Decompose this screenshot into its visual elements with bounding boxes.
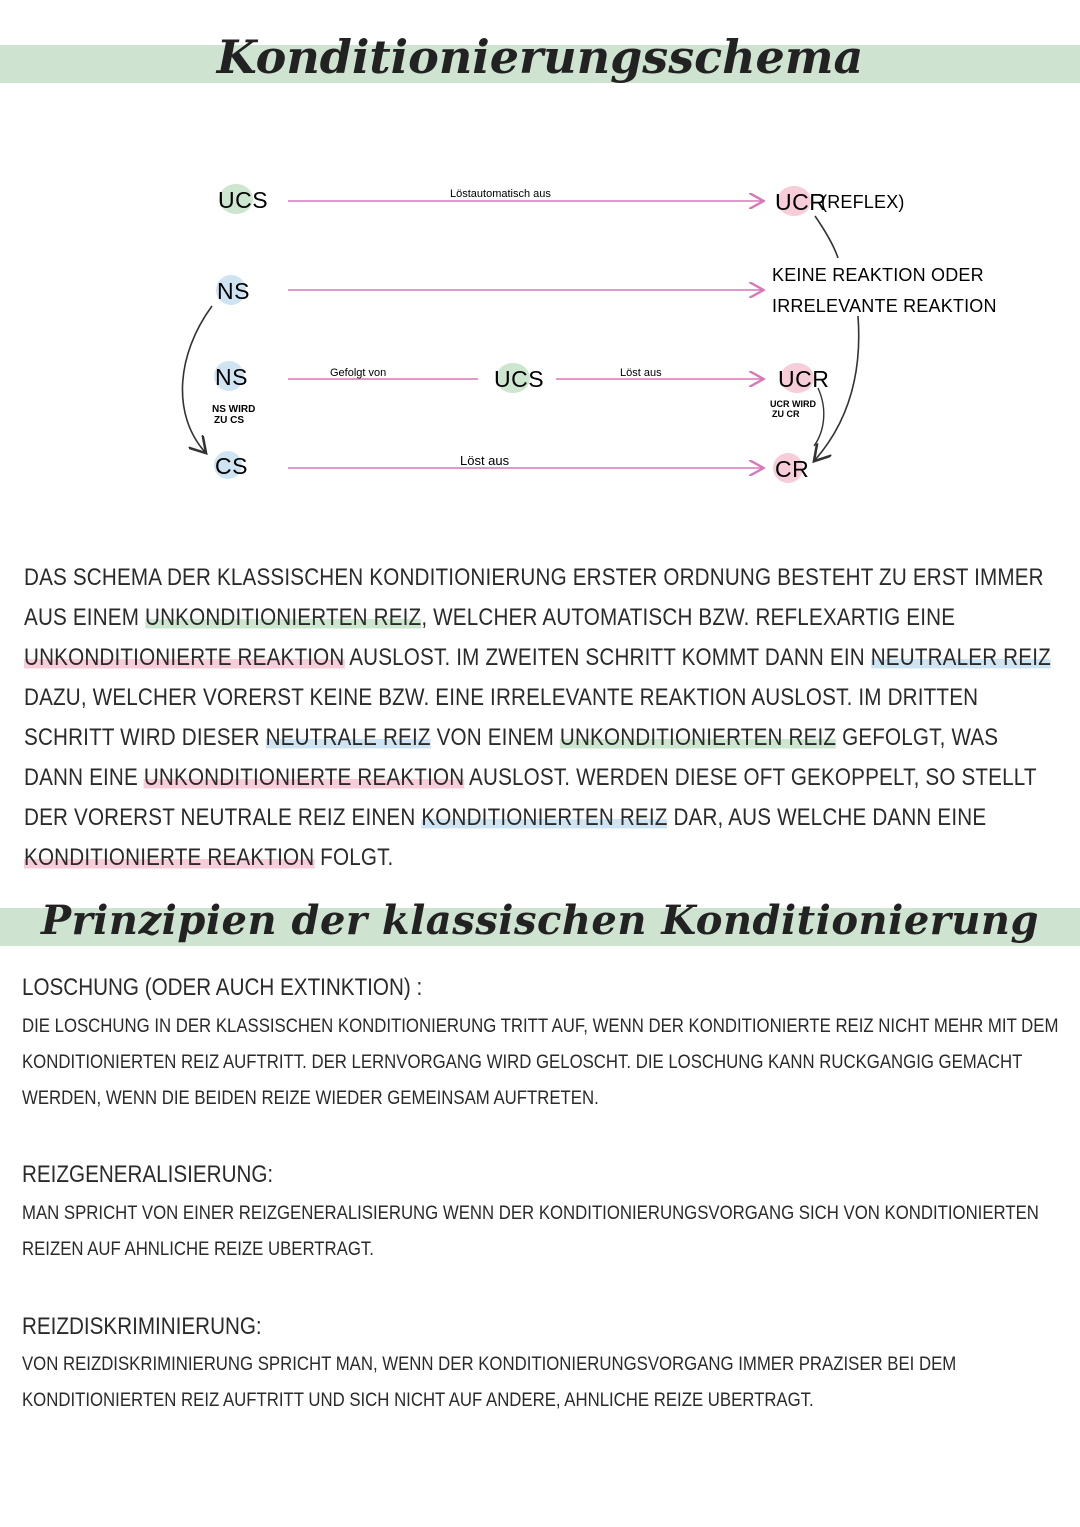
node-ucs: UCS: [218, 187, 269, 213]
section-heading-reizgeneralisierung: REIZGENERALISIERUNG:: [22, 1161, 274, 1188]
highlight-unconditioned-stimulus: UNKONDITIONIERTEN REIZ: [145, 604, 422, 631]
page-title: Konditionierungsschema: [216, 30, 864, 84]
highlight-conditioned-stimulus: KONDITIONIERTEN REIZ: [421, 804, 668, 831]
principles-title: Prinzipien der klassischen Konditionierung: [41, 897, 1039, 944]
arrow-ns-becomes-cs: [182, 306, 212, 452]
highlight-neutral-stimulus-2: NEUTRALE REIZ: [265, 724, 431, 751]
section-heading-loeschung: LOSCHUNG (ODER AUCH EXTINKTION) :: [22, 974, 423, 1001]
label-loest-aus-2: Löst aus: [460, 453, 510, 468]
node-ns-2: NS: [215, 364, 248, 390]
section-text-loeschung: DIE LOSCHUNG IN DER KLASSISCHEN KONDITIONIERUNG TRITT AUF, WENN DER KONDITIONIERTE REIZ NICHT MEHR MIT DEM KONDITIONIERTEN REIZ AUFTRITT. DER LERNVORGANG WIRD GELOSCHT. DIE LOSCHUNG KANN RUCKGANGIG GEMACHT WERDEN, WENN DIE BEIDEN REIZE WIEDER GEMEINSAM AUFTRETEN.: [22, 1015, 1059, 1109]
no-reaction-line1: KEINE REAKTION ODER: [772, 265, 984, 285]
highlight-unconditioned-stimulus-2: UNKONDITIONIERTEN REIZ: [559, 724, 837, 751]
node-cs: CS: [215, 453, 248, 479]
highlight-unconditioned-response-2: UNKONDITIONIERTE REAKTION: [143, 764, 465, 791]
ucr-wird-label: UCR WIRD: [770, 399, 816, 409]
section-text-reizgeneralisierung: MAN SPRICHT VON EINER REIZGENERALISIERUNG WENN DER KONDITIONIERUNGSVORGANG SICH VON KONDITIONIERTEN REIZEN AUF AHNLICHE REIZE UBERTRAGT.: [22, 1202, 1039, 1260]
section-heading-reizdiskriminierung: REIZDISKRIMINIERUNG:: [22, 1313, 262, 1340]
label-loest-automatisch: Löstautomatisch aus: [450, 188, 551, 200]
ns-wird-label: NS WIRD: [212, 404, 256, 415]
highlight-conditioned-response: KONDITIONIERTE REAKTION: [24, 844, 315, 871]
section-text-reizdiskriminierung: VON REIZDISKRIMINIERUNG SPRICHT MAN, WENN DER KONDITIONIERUNGSVORGANG IMMER PRAZISER BEI DEM KONDITIONIERTEN REIZ AUFTRITT UND SICH NICHT AUF ANDERE, AHNLICHE REIZE UBERTRAGT.: [22, 1353, 957, 1411]
schema-paragraph: DAS SCHEMA DER KLASSISCHEN KONDITIONIERUNG ERSTER ORDNUNG BESTEHT ZU ERST IMMER AUS EINEM UNKONDITIONIERTEN REIZ, WELCHER AUTOMATISCH BZW. REFLEXARTIG EINE UNKONDITIONIERTE REAKTION AUSLOST. IM ZWEITEN SCHRITT KOMMT DANN EIN NEUTRALER REIZ DAZU, WELCHER VORERST KEINE BZW. EINE IRRELEVANTE REAKTION AUSLOST. IM DRITTEN SCHRITT WIRD DIESER NEUTRALE REIZ VON EINEM UNKONDITIONIERTEN REIZ GEFOLGT, WAS DANN EINE UNKONDITIONIERTE REAKTION AUSLOST. WERDEN DIESE OFT GEKOPPELT, SO STELLT DER VORERST NEUTRALE REIZ EINEN KONDITIONIERTEN REIZ DAR, AUS WELCHE DANN EINE KONDITIONIERTE REAKTION FOLGT.: [24, 564, 1051, 871]
node-ucr-2: UCR: [778, 366, 830, 392]
no-reaction-line2: IRRELEVANTE REAKTION: [772, 296, 997, 316]
node-ucr: UCR: [775, 189, 827, 215]
zu-cr-label: ZU CR: [772, 409, 800, 419]
label-gefolgt-von: Gefolgt von: [330, 367, 387, 379]
arrow-ucr-becomes-cr: [814, 388, 824, 446]
node-ns: NS: [217, 278, 250, 304]
label-loest-aus-1: Löst aus: [620, 367, 662, 379]
conditioning-diagram: [0, 0, 1080, 520]
highlight-neutral-stimulus: NEUTRALER REIZ: [870, 644, 1051, 671]
ucr-reflex-note: (REFLEX): [821, 192, 905, 212]
node-ucs-middle: UCS: [494, 366, 545, 392]
highlight-unconditioned-response: UNKONDITIONIERTE REAKTION: [24, 644, 345, 671]
arrow-ucr-to-no-reaction: [815, 216, 838, 258]
zu-cs-label: ZU CS: [214, 415, 244, 426]
node-cr: CR: [775, 456, 810, 482]
